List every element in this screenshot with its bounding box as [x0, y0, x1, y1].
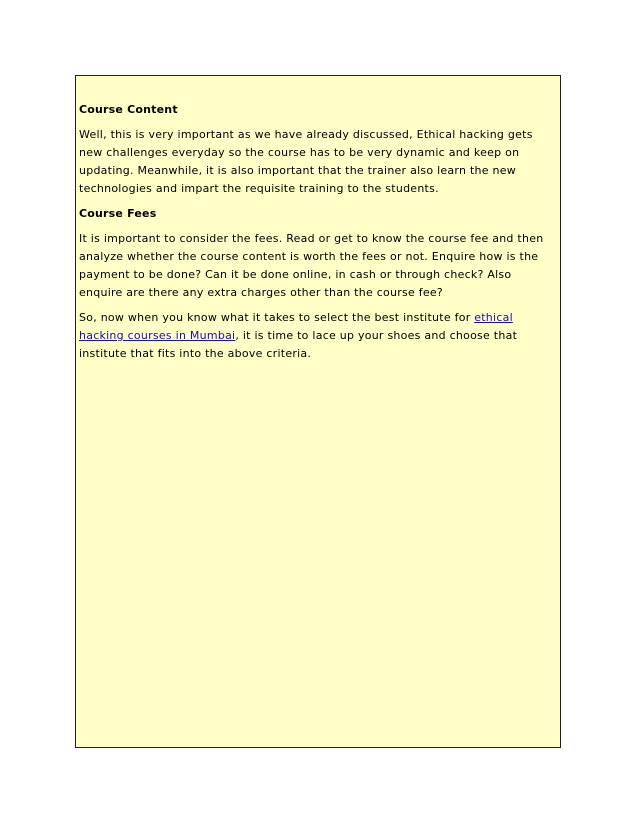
section-paragraph-course-content: Well, this is very important as we have already discussed, Ethical hacking gets new challenges everyday so the course has to be very dynamic and keep on updating. Meanwhile, it is also important that the trainer also learn the new technologies and impart the requisite training to the students.	[79, 128, 533, 195]
closing-paragraph	[79, 309, 558, 363]
content-panel	[75, 75, 561, 748]
section-heading-course-content: Course Content	[79, 103, 178, 116]
section-paragraph-course-fees: It is important to consider the fees. Read or get to know the course fee and then analyze whether the course content is worth the fees or not. Enquire how is the payment to be done? Can it be done online, in cash or through check? Also enquire are there any extra charges other than the course fee?	[79, 232, 544, 299]
closing-text-after-link: , it is time to lace up your shoes and choose that institute that fits into the above criteria.	[79, 329, 518, 360]
closing-text-before-link: So, now when you know what it takes to select the best institute for	[79, 311, 475, 324]
section-heading-course-fees: Course Fees	[79, 207, 157, 220]
ethical-hacking-courses-link[interactable]: ethical hacking courses in Mumbai	[79, 311, 513, 342]
